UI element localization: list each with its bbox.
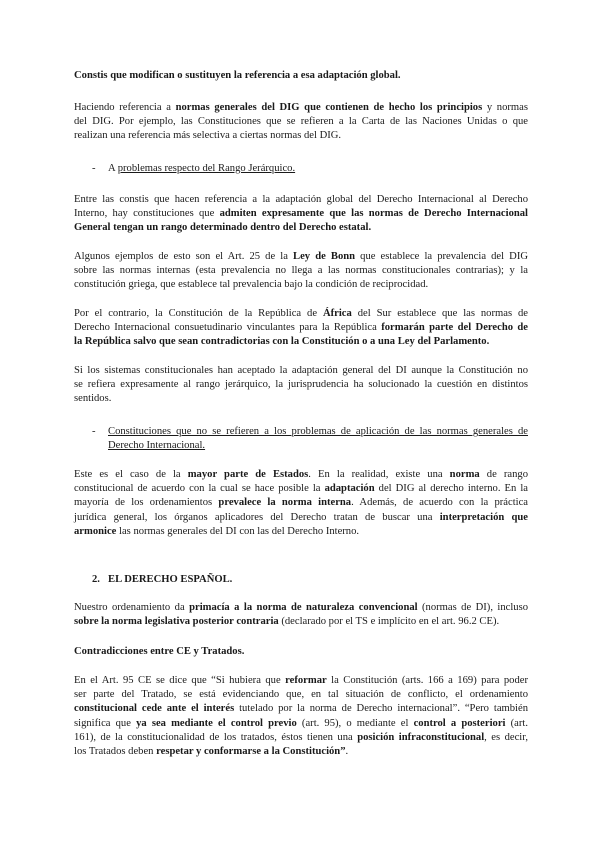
text: de rango (479, 469, 528, 480)
text: mayoría de los ordenamientos (74, 497, 219, 509)
line (74, 307, 528, 321)
paragraph-5 (74, 364, 528, 407)
line (74, 468, 528, 482)
line (108, 439, 528, 453)
underlined-text: problemas respecto del Rango Jerárquico. (117, 163, 296, 174)
text: 161), de la constitucionalidad de los tratados, éstos tienen una (74, 731, 358, 743)
line (74, 392, 528, 406)
text: A (108, 163, 118, 174)
bold-text: mayor parte de Estados (187, 469, 309, 480)
bullet-dash: - (92, 163, 96, 174)
line (74, 615, 528, 629)
text: las normas generales del DI con las del Derecho Interno. (116, 525, 360, 537)
underlined-text: Constituciones que no se refieren a los problemas de aplicación de las normas generales de (108, 426, 528, 437)
line (74, 378, 528, 392)
paragraph-7 (74, 601, 528, 629)
text: (art. (505, 717, 528, 729)
text: tutelado por la norma de Derecho internacional”. “Pero también (234, 703, 528, 715)
line (74, 482, 528, 496)
paragraph-1 (74, 101, 528, 144)
line (74, 250, 528, 264)
paragraph-4 (74, 307, 528, 350)
bold-text: África (322, 308, 352, 319)
bold-text: ya sea mediante el control previo (136, 717, 297, 729)
text: sentidos. (74, 393, 112, 405)
line (74, 674, 528, 688)
bold-text: respetar y conformarse a la Constitución” (156, 746, 346, 758)
bold-text: primacía a la norma de naturaleza convencional (189, 602, 418, 613)
line (74, 115, 528, 129)
line (74, 321, 528, 335)
text: ser parte del Tratado, se está evidenciando que, en tal situación de conflicto, el ordenamiento (74, 689, 528, 701)
text: (art. 95), o mediante el (296, 717, 414, 729)
line (74, 731, 528, 745)
paragraph-6 (74, 468, 528, 539)
bold-text: la República salvo que sean contradictorias con la Constitución o a una Ley del Parlamento. (74, 336, 490, 348)
text: constitución griega, que establece tal prevalencia bajo la condición de reciprocidad. (74, 279, 429, 291)
text: Entre las constis que hacen referencia a la adaptación global del Derecho Internacional al Derecho (74, 194, 528, 205)
text: Por el contrario, la Constitución de la República de (74, 308, 323, 319)
line (74, 129, 528, 143)
bold-text: admiten expresamente que las normas de Derecho Internacional (219, 208, 528, 220)
bold-text: normas generales del DIG que contienen de hecho los principios (175, 102, 483, 113)
text: Interno, hay constituciones que (74, 208, 220, 220)
bold-text: General tengan un rango determinado dentro del Derecho estatal. (74, 222, 372, 234)
bold-text: Ley de Bonn (293, 251, 356, 262)
line (74, 702, 528, 716)
line (74, 688, 528, 702)
text: . En la realidad, existe una (308, 469, 450, 480)
bold-text: formarán parte del Derecho de (381, 322, 528, 334)
bullet-item-constituciones (108, 425, 528, 453)
subsection-heading-text: Contradicciones entre CE y Tratados. (74, 646, 245, 657)
text: Derecho Internacional consuetudinario vinculantes para la República (74, 322, 382, 334)
bold-text: posición infraconstitucional (357, 731, 485, 743)
text: se refiera expresamente al rango jerárquico, la jurisprudencia ha solucionado la cuestión en distintos (74, 379, 528, 391)
text: la Constitución (arts. 166 a 169) para poder (326, 675, 528, 686)
line (74, 193, 528, 207)
text: los Tratados deben (74, 746, 157, 758)
line (74, 264, 528, 278)
line (74, 745, 528, 759)
bold-text: control a posteriori (413, 717, 506, 729)
line (74, 335, 528, 349)
bold-text: constitucional cede ante el interés (74, 703, 235, 715)
subsection-heading-2 (74, 645, 528, 659)
bold-text: armonice (74, 525, 117, 537)
section-title: EL DERECHO ESPAÑOL. (108, 574, 233, 585)
line (74, 511, 528, 525)
line (74, 496, 528, 510)
text: Haciendo referencia a (74, 102, 176, 113)
text: En el Art. 95 CE se dice que “Si hubiera que (74, 675, 286, 686)
text: Este es el caso de la (74, 469, 188, 480)
line (74, 717, 528, 731)
subsection-heading (74, 69, 528, 83)
line (74, 525, 528, 539)
bold-text: prevalece la norma interna (218, 497, 352, 509)
section-number: 2. (92, 574, 100, 585)
text: . Además, de acuerdo con la práctica (351, 497, 528, 509)
underlined-text: Derecho Internacional. (108, 440, 206, 452)
bold-text: reformar (285, 675, 327, 686)
text: del Sur establece que las normas de (351, 308, 529, 319)
text: Nuestro ordenamiento da (74, 602, 190, 613)
paragraph-2 (74, 193, 528, 236)
line (74, 207, 528, 221)
text: , es decir, (484, 731, 528, 743)
bullet-item-rango (108, 162, 528, 176)
text: jurídica general, los órganos aplicadores del Derecho tratan de buscar una (74, 511, 440, 523)
line (74, 221, 528, 235)
line (74, 364, 528, 378)
paragraph-3 (74, 250, 528, 293)
text: que establece la prevalencia del DIG (355, 251, 529, 262)
bold-text: adaptación (324, 483, 375, 495)
subsection-heading-text: Constis que modifican o sustituyen la referencia a esa adaptación global. (74, 70, 401, 81)
text: significa que (74, 717, 137, 729)
line (74, 601, 528, 615)
paragraph-8 (74, 674, 528, 759)
text: Si los sistemas constitucionales han aceptado la adaptación general del DI aunque la Constitución no (74, 365, 528, 376)
text: Algunos ejemplos de esto son el Art. 25 de la (74, 251, 294, 262)
line (108, 425, 528, 439)
bold-text: interpretación que (439, 511, 528, 523)
line (74, 278, 528, 292)
text: del DIG al derecho interno. En la (374, 483, 528, 495)
text: sobre las normas internas (esta prevalencia no llega a las normas constitucionales contrarias); y la (74, 265, 528, 277)
text: realizan una referencia más selectiva a ciertas normas del DIG. (74, 130, 342, 142)
text: . (345, 746, 349, 758)
text: (normas de DI), incluso (417, 602, 529, 613)
text: constitucional de acuerdo con la cual se hace posible la (74, 483, 325, 495)
line (74, 101, 528, 115)
text: (declarado por el TS e implícito en el art. 96.2 CE). (278, 616, 500, 628)
bullet-dash: - (92, 426, 96, 437)
text: y normas (482, 102, 528, 113)
bold-text: sobre la norma legislativa posterior contraria (74, 616, 279, 628)
bold-text: norma (449, 469, 480, 480)
text: del DIG. Por ejemplo, las Constituciones que se refieren a la Carta de las Naciones Unidas o que (74, 116, 528, 128)
